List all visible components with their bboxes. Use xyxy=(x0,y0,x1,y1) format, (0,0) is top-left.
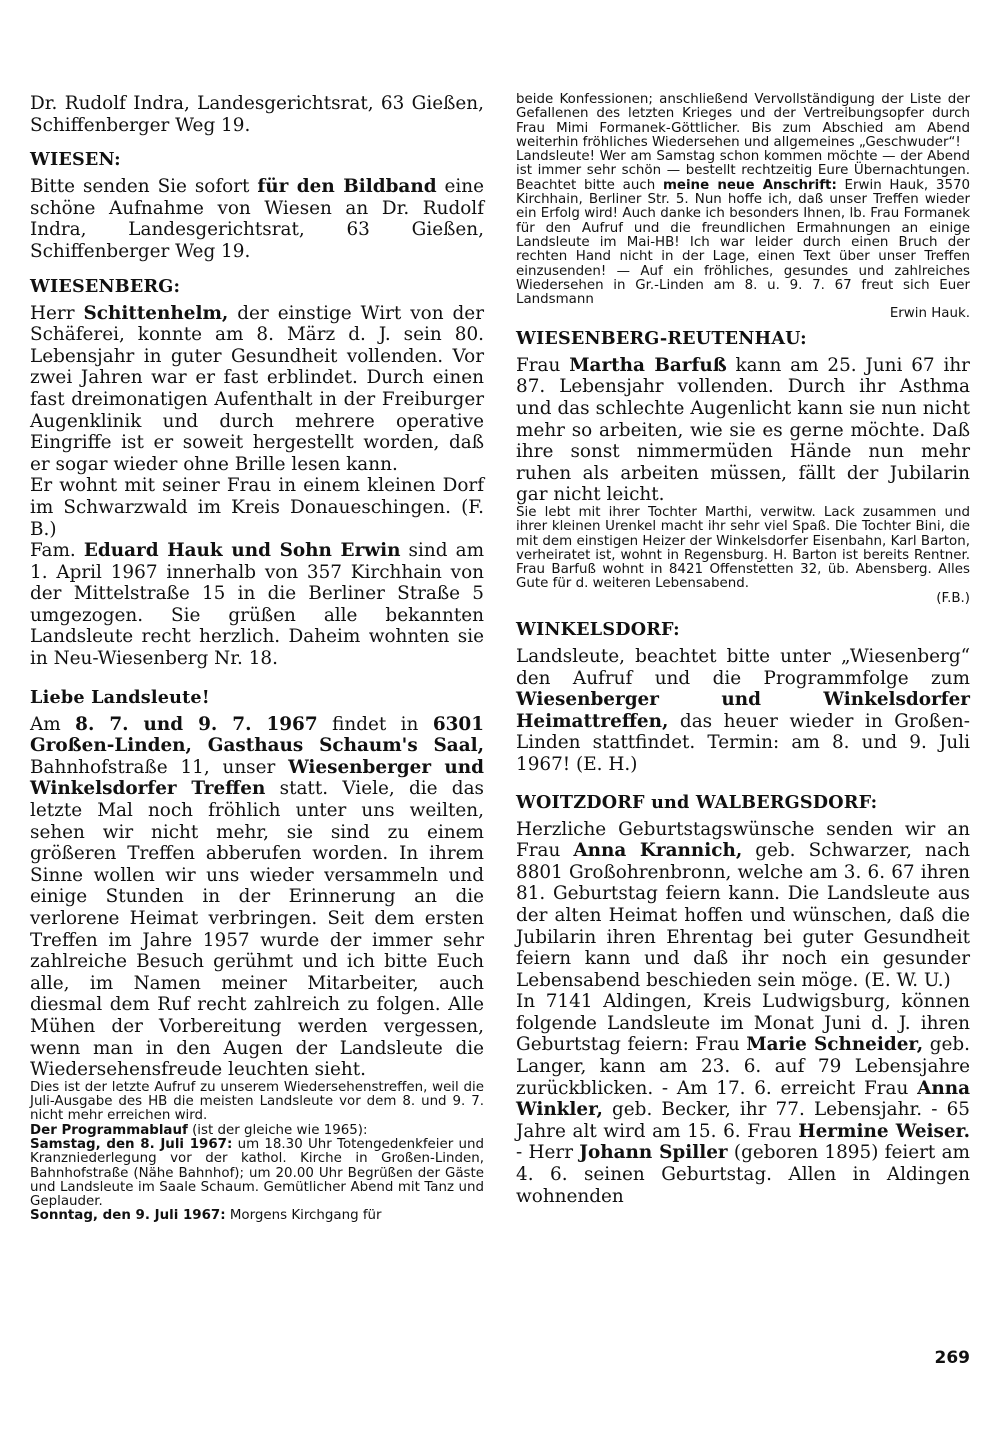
landsleute-paragraph: Am 8. 7. und 9. 7. 1967 findet in 6301 Großen-Linden, Gasthaus Schaum's Saal, Bahnhofstraße 11, unser Wiesenberger und Winkelsdorfer Treffen statt. Viele, die das letzte Mal noch fröhlich unter uns weilten, sehen wir nicht mehr, sie sind zu einem größeren Treffen abberufen worden. In ihrem Sinne wollen wir uns wieder versammeln und einige Stunden in der Erinnerung an die verlorene Heimat verbringen. Seit dem ersten Treffen im Jahre 1957 wurde der immer sehr zahlreiche Besuch gerühmt und ich bitte Euch alle, im Namen meiner Mitarbeiter, auch diesmal dem Ruf recht zahlreich zu folgen. Alle Mühen der Vorbereitung werden vergessen, wenn man in den Augen der Landsleute die Wiedersehensfreude leuchten sieht. xyxy=(30,713,484,1081)
program-sunday: Sonntag, den 9. Juli 1967: Morgens Kirchgang für xyxy=(30,1208,382,1224)
right-column xyxy=(516,93,970,1207)
hauk-letter: Landsleute! Wer am Samstag schon kommen möchte — der Abend ist immer sehr schön — bestellt rechtzeitig Eure Übernachtungen. Beachtet bitte auch meine neue Anschrift: Erwin Hauk, 3570 Kirchhain, Berliner Str. 5. Nun hoffe ich, daß unser Treffen wieder ein Erfolg wird! Auch danke ich besonders Ihnen, lb. Frau Formanek für den Aufruf und die freundlichen Ermahnungen an einige Landsleute im Mai-HB! Ich war leider durch einen Bruch der rechten Hand nicht in der Lage, einen Text über unser Treffen einzusenden! — Auf ein fröhliches, gesundes und zahlreiches Wiedersehen in Gr.-Linden am 8. u. 9. 7. 67 freut sich Euer Landsmann xyxy=(516,149,970,308)
winkelsdorf-paragraph: Landsleute, beachtet bitte unter „Wiesenberg“ den Aufruf und die Programmfolge zum Wiesenberger und Winkelsdorfer Heimattreffen, das heuer wieder in Großen-Linden stattfindet. Termin: am 8. und 9. Juli 1967! (E. H.) xyxy=(516,645,970,775)
wiesenberg-paragraph-3: Fam. Eduard Hauk und Sohn Erwin sind am 1. April 1967 innerhalb von 357 Kirchhain von der Mittelstraße 15 in die Berliner Straße 5 umgezogen. Sie grüßen alle bekannten Landsleute recht herzlich. Daheim wohnten sie in Neu-Wiesenberg Nr. 18. xyxy=(30,540,485,670)
last-call-note: Dies ist der letzte Aufruf zu unserem Wiedersehenstreffen, weil die Juli-Ausgabe des HB die meisten Landsleute vor dem 8. und 9. 7. nicht mehr erreichen wird. xyxy=(30,1079,484,1124)
winkelsdorf-heading: WINKELSDORF: xyxy=(516,618,680,640)
wiesen-heading: WIESEN: xyxy=(30,149,121,171)
wiesenberg-heading: WIESENBERG: xyxy=(30,275,181,297)
program-intro: Der Programmablauf (ist der gleiche wie 1965): xyxy=(30,1122,368,1138)
reutenhau-signature: (F.B.) xyxy=(936,590,970,606)
wiesen-paragraph: Bitte senden Sie sofort für den Bildband eine schöne Aufnahme von Wiesen an Dr. Rudolf Indra, Landesgerichtsrat, 63 Gießen, Schiffenberger Weg 19. xyxy=(30,176,485,262)
landsleute-heading: Liebe Landsleute! xyxy=(30,686,210,708)
wiesenberg-paragraph-1: Herr Schittenhelm, der einstige Wirt von der Schäferei, konnte am 8. März d. J. sein 80. Lebensjahr in guter Gesundheit vollenden. Vor zwei Jahren war er fast erblindet. Durch einen fast dreimonatigen Aufenthalt in der Freiburger Augenklinik und durch mehrere operative Eingriffe ist er soweit hergestellt worden, daß er sogar wieder ohne Brille lesen kann. xyxy=(30,302,484,475)
intro-paragraph: Dr. Rudolf Indra, Landesgerichtsrat, 63 Gießen, Schiffenberger Weg 19. xyxy=(30,93,484,136)
page-number: 269 xyxy=(934,1348,970,1368)
program-saturday: Samstag, den 8. Juli 1967: um 18.30 Uhr Totengedenkfeier und Kranzniederlegung vor der kathol. Kirche in Großen-Linden, Bahnhofstraße (Nähe Bahnhof); um 20.00 Uhr Begrüßen der Gäste und Landsleute im Saale Schaum. Gemütlicher Abend mit Tanz und Geplauder. xyxy=(30,1136,484,1210)
woitzdorf-paragraph-1: Herzliche Geburtstagswünsche senden wir an Frau Anna Krannich, geb. Schwarzer, nach 8801 Großohrenbronn, welche am 3. 6. 67 ihren 81. Geburtstag feiern kann. Die Landsleute aus der alten Heimat hoffen und wünschen, daß die Jubilarin ihren Ehrentag bei guter Gesundheit feiern kann und daß ihr noch ein gesunder Lebensabend beschieden sein möge. (E. W. U.) xyxy=(516,818,970,991)
wiesenberg-paragraph-2: Er wohnt mit seiner Frau in einem kleinen Dorf im Schwarzwald im Kreis Donaueschingen. (F. B.) xyxy=(30,475,484,540)
woitzdorf-heading: WOITZDORF und WALBERGSDORF: xyxy=(516,791,878,813)
hauk-signature: Erwin Hauk. xyxy=(889,306,970,322)
reutenhau-heading: WIESENBERG-REUTENHAU: xyxy=(516,327,807,349)
reutenhau-note: Sie lebt mit ihrer Tochter Marthi, verwitw. Lack zusammen und ihrer kleinen Urenkel macht ihr sehr viel Spaß. Die Tochter Bini, die mit dem einstigen Heizer der Winkelsdorfer Eisenbahn, Karl Barton, verheiratet ist, wohnt in Regensburg. H. Barton ist bereits Rentner. Frau Barfuß wohnt in 8421 Offenstetten 32, üb. Abensberg. Alles Gute für d. weiteren Lebensabend. xyxy=(516,504,970,592)
program-continuation: beide Konfessionen; anschließend Vervollständigung der Liste der Gefallenen des letzten Krieges und der Vertreibungsopfer durch Frau Mimi Formanek-Göttlicher. Bis zum Abschied am Abend weiterhin fröhliches Wiedersehen und allgemeines „Geschwuder“! xyxy=(516,92,970,150)
woitzdorf-paragraph-2: In 7141 Aldingen, Kreis Ludwigsburg, können folgende Landsleute im Monat Juni d. J. ihren Geburtstag feiern: Frau Marie Schneider, geb. Langer, kann am 23. 6. auf 79 Lebensjahre zurückblicken. - Am 17. 6. erreicht Frau Anna Winkler, geb. Becker, ihr 77. Lebensjahr. - 65 Jahre alt wird am 15. 6. Frau Hermine Weiser. - Herr Johann Spiller (geboren 1895) feiert am 4. 6. seinen Geburtstag. Allen in Aldingen wohnenden xyxy=(516,991,971,1207)
left-column xyxy=(30,93,484,1224)
reutenhau-paragraph: Frau Martha Barfuß kann am 25. Juni 67 ihr 87. Lebensjahr vollenden. Durch ihr Asthma und das schlechte Augenlicht kann sie nun nicht mehr so arbeiten, wie sie es gerne möchte. Daß ihre sonst nimmermüden Hände nun mehr ruhen als arbeiten müssen, fällt der Jubilarin gar nicht leicht. xyxy=(516,354,970,506)
